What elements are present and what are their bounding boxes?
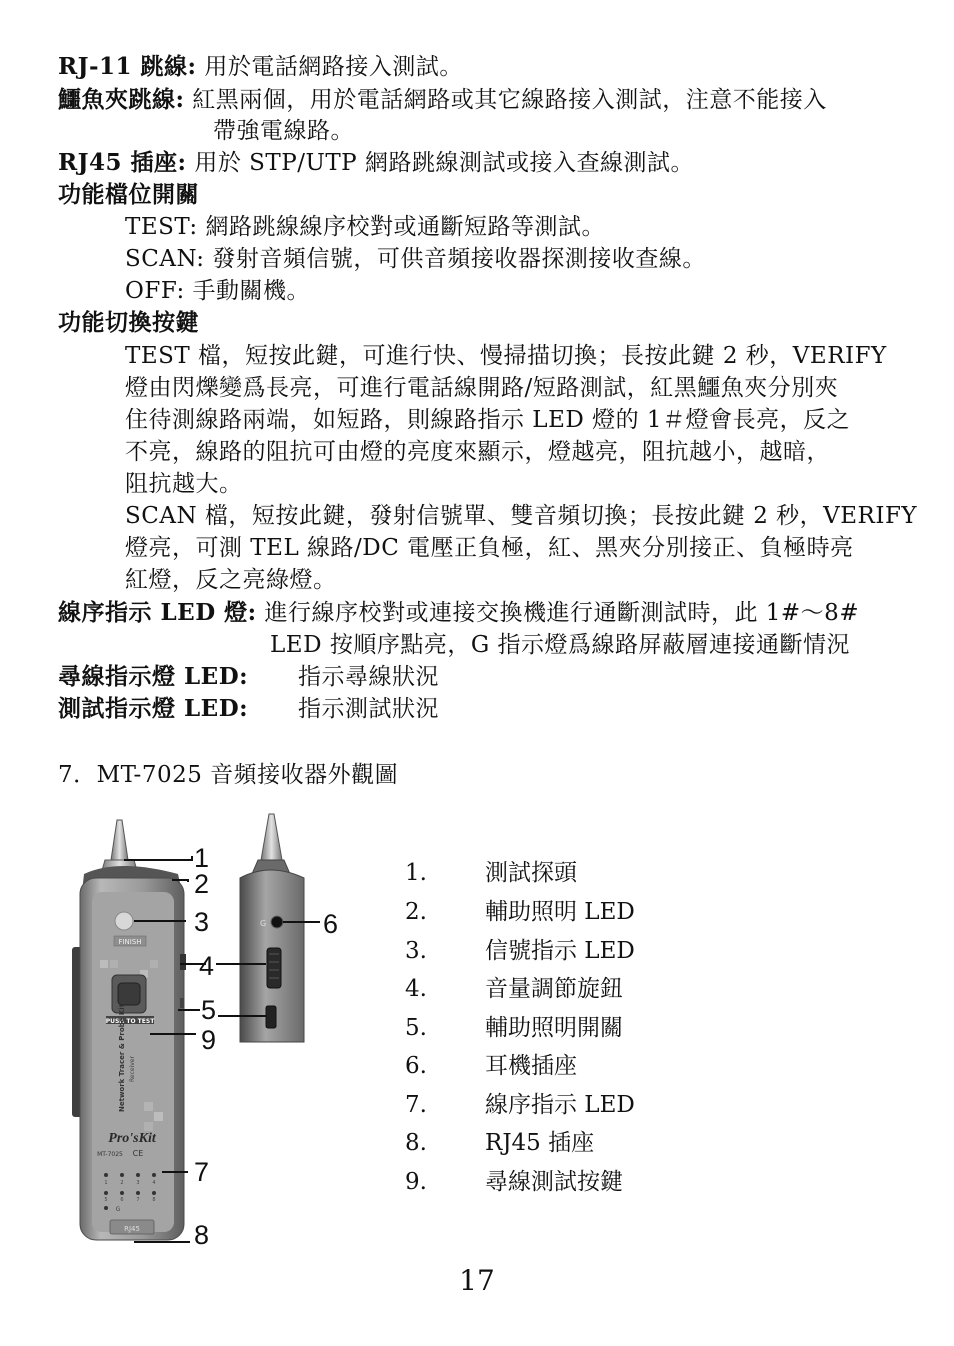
heading-function-button: 功能切換按鍵 bbox=[58, 309, 199, 336]
line-off-mode: OFF: 手動關機。 bbox=[125, 278, 311, 304]
ce-mark: CE bbox=[132, 1149, 144, 1158]
line-tracing-led: 尋線指示燈 LED: bbox=[58, 663, 249, 690]
callout-6: 6 bbox=[323, 909, 339, 939]
callout-3: 3 bbox=[194, 907, 210, 937]
line-tracing-led-desc: 指示尋線狀況 bbox=[298, 664, 439, 690]
para-test-line-2: 燈由閃爍變爲長亮，可進行電話線開路/短路測試，紅黑鱷魚夾分別夾 bbox=[125, 375, 839, 401]
svg-text:2: 2 bbox=[120, 1180, 124, 1186]
para-test-line-4: 不亮，線路的阻抗可由燈的亮度來顯示，燈越亮，阻抗越小，越暗， bbox=[125, 439, 830, 465]
model-label: MT-7025 bbox=[97, 1151, 123, 1158]
brand-logo: Pro'sKit bbox=[108, 1131, 156, 1146]
line-test-led: 測試指示燈 LED: bbox=[58, 695, 249, 722]
rj45-label: RJ45 bbox=[124, 1225, 140, 1233]
callout-5: 5 bbox=[201, 995, 217, 1025]
callout-4: 4 bbox=[199, 951, 215, 981]
headphone-jack bbox=[271, 916, 283, 928]
para-test-line-3: 住待測線路兩端，如短路，則線路指示 LED 燈的 1＃燈會長亮，反之 bbox=[125, 407, 851, 433]
svg-text:1: 1 bbox=[104, 1180, 108, 1186]
signal-led bbox=[115, 912, 133, 930]
svg-text:5: 5 bbox=[104, 1197, 108, 1203]
light-switch[interactable] bbox=[266, 1006, 276, 1028]
svg-text:7: 7 bbox=[136, 1197, 140, 1203]
callout-1: 1 bbox=[194, 843, 210, 873]
para-scan-line-2: 燈亮，可測 TEL 線路/DC 電壓正負極，紅、黑夾分別接正、負極時亮 bbox=[125, 535, 854, 561]
callout-8: 8 bbox=[194, 1220, 210, 1250]
svg-text:6: 6 bbox=[120, 1197, 124, 1203]
svg-text:G: G bbox=[260, 919, 267, 928]
para-test-line-5: 阻抗越大。 bbox=[125, 471, 243, 497]
line-sequence-led-cont: LED 按順序點亮，G 指示燈爲線路屏蔽層連接通斷情況 bbox=[270, 632, 850, 658]
para-scan-line-1: SCAN 檔，短按此鍵，發射信號單、雙音頻切換；長按此鍵 2 秒，VERIFY bbox=[125, 503, 918, 529]
finish-label: FINISH bbox=[118, 938, 142, 946]
svg-text:8: 8 bbox=[152, 1197, 156, 1203]
line-alligator-clip: 鱷魚夾跳線: 紅黑兩個，用於電話網路或其它線路接入測試，注意不能接入 bbox=[58, 86, 827, 113]
svg-text:3: 3 bbox=[136, 1180, 140, 1186]
line-rj45: RJ45 插座: 用於 STP/UTP 網路跳線測試或接入查線測試。 bbox=[58, 149, 694, 176]
callout-2: 2 bbox=[194, 869, 210, 899]
callout-9: 9 bbox=[201, 1025, 217, 1055]
line-scan-mode: SCAN: 發射音頻信號，可供音頻接收器探測接收查線。 bbox=[125, 246, 706, 272]
line-test-led-desc: 指示測試狀況 bbox=[298, 696, 439, 722]
push-to-test-label: PUSH TO TEST bbox=[105, 1018, 155, 1025]
probe-tip bbox=[111, 820, 128, 860]
para-scan-line-3: 紅燈，反之亮綠燈。 bbox=[125, 567, 337, 593]
heading-function-switch: 功能檔位開關 bbox=[58, 181, 199, 208]
line-alligator-clip-cont: 帶強電線路。 bbox=[213, 118, 354, 144]
svg-text:4: 4 bbox=[152, 1180, 156, 1186]
line-test-mode: TEST: 網路跳線線序校對或通斷短路等測試。 bbox=[125, 214, 605, 240]
line-rj11: RJ-11 跳線: 用於電話網路接入測試。 bbox=[58, 53, 463, 80]
svg-text:G: G bbox=[115, 1206, 121, 1213]
front-view bbox=[72, 820, 186, 1240]
line-sequence-led: 線序指示 LED 燈: 進行線序校對或連接交換機進行通斷測試時，此 1#～8# bbox=[58, 599, 860, 626]
page-number: 17 bbox=[459, 1264, 495, 1297]
device-side-text: Network Tracer & Probe Kit bbox=[118, 1003, 126, 1112]
para-test-line-1: TEST 檔，短按此鍵，可進行快、慢掃描切換；長按此鍵 2 秒，VERIFY bbox=[125, 343, 887, 369]
side-view bbox=[240, 814, 304, 1042]
callout-7: 7 bbox=[194, 1157, 210, 1187]
device-side-subtext: Receiver bbox=[129, 1056, 136, 1082]
section-heading: 7．MT-7025 音頻接收器外觀圖 bbox=[58, 762, 399, 788]
